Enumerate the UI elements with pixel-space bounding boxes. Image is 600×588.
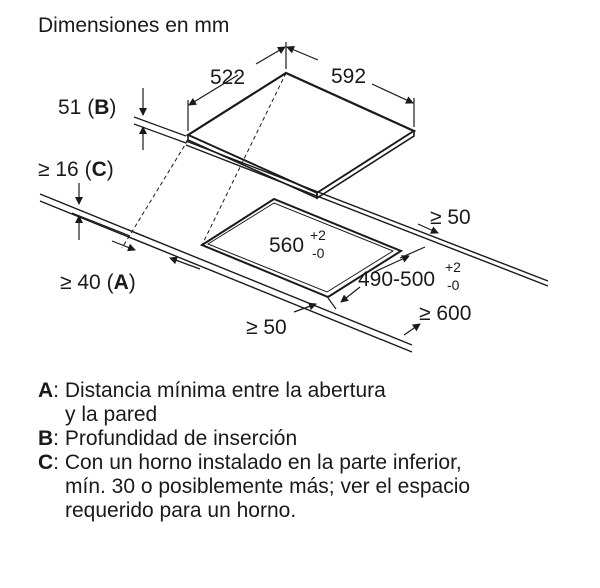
dimension-490-500-tol-minus: -0 [447, 277, 460, 293]
diagram-title: Dimensiones en mm [38, 14, 230, 37]
label-b: B [94, 96, 110, 119]
insertion-depth-dimension [58, 88, 186, 150]
projection-line-front [122, 140, 188, 248]
legend-key-c: C [38, 451, 54, 474]
svg-text:51 (B): 51 (B) [58, 96, 117, 119]
hob-top-surface [188, 73, 414, 193]
dimension-560: 560 [269, 234, 305, 257]
dimension-16: ≥ 16 [38, 158, 79, 181]
legend-text-c-line3: requerido para un horno. [65, 499, 297, 522]
dimension-600: ≥ 600 [419, 302, 472, 325]
legend-item-c [38, 451, 470, 475]
label-a: A [113, 271, 129, 294]
dimension-arrow-592 [287, 47, 318, 60]
legend [38, 379, 470, 523]
dimension-522: 522 [210, 66, 246, 89]
dimension-front-50: ≥ 50 [246, 316, 287, 339]
dimension-490-500-tol-plus: +2 [445, 259, 461, 275]
rear-clearance-dimension [418, 206, 471, 233]
legend-key-a: A [38, 379, 54, 402]
dimension-560-tol-plus: +2 [310, 227, 326, 243]
wall-clearance-dimension [60, 241, 200, 294]
worktop-depth-dimension [404, 302, 471, 335]
dimension-592: 592 [331, 65, 367, 88]
dimension-rear-50: ≥ 50 [430, 206, 471, 229]
legend-item-b [38, 427, 470, 451]
dimension-560-tol-minus: -0 [312, 245, 325, 261]
svg-text:≥ 40 (A): ≥ 40 (A) [60, 271, 136, 294]
dimension-490-500: 490-500 [358, 268, 436, 291]
legend-text-b-line1: : Profundidad de inserción [53, 427, 298, 450]
legend-key-b: B [38, 427, 54, 450]
legend-text-a-line2: y la pared [65, 403, 158, 426]
label-c: C [91, 158, 107, 181]
dimension-51: 51 [58, 96, 82, 119]
legend-text-c-line2: mín. 30 o posiblemente más; ver el espacio [65, 475, 471, 498]
legend-item-a [38, 379, 470, 403]
dimension-40: ≥ 40 [60, 271, 101, 294]
svg-text:≥ 16 (C): ≥ 16 (C) [38, 158, 114, 181]
hob-appliance [188, 73, 414, 198]
legend-text-c-line1: : Con un horno instalado en la parte inferior, [53, 451, 462, 474]
legend-text-a-line1: : Distancia mínima entre la abertura [53, 379, 386, 402]
